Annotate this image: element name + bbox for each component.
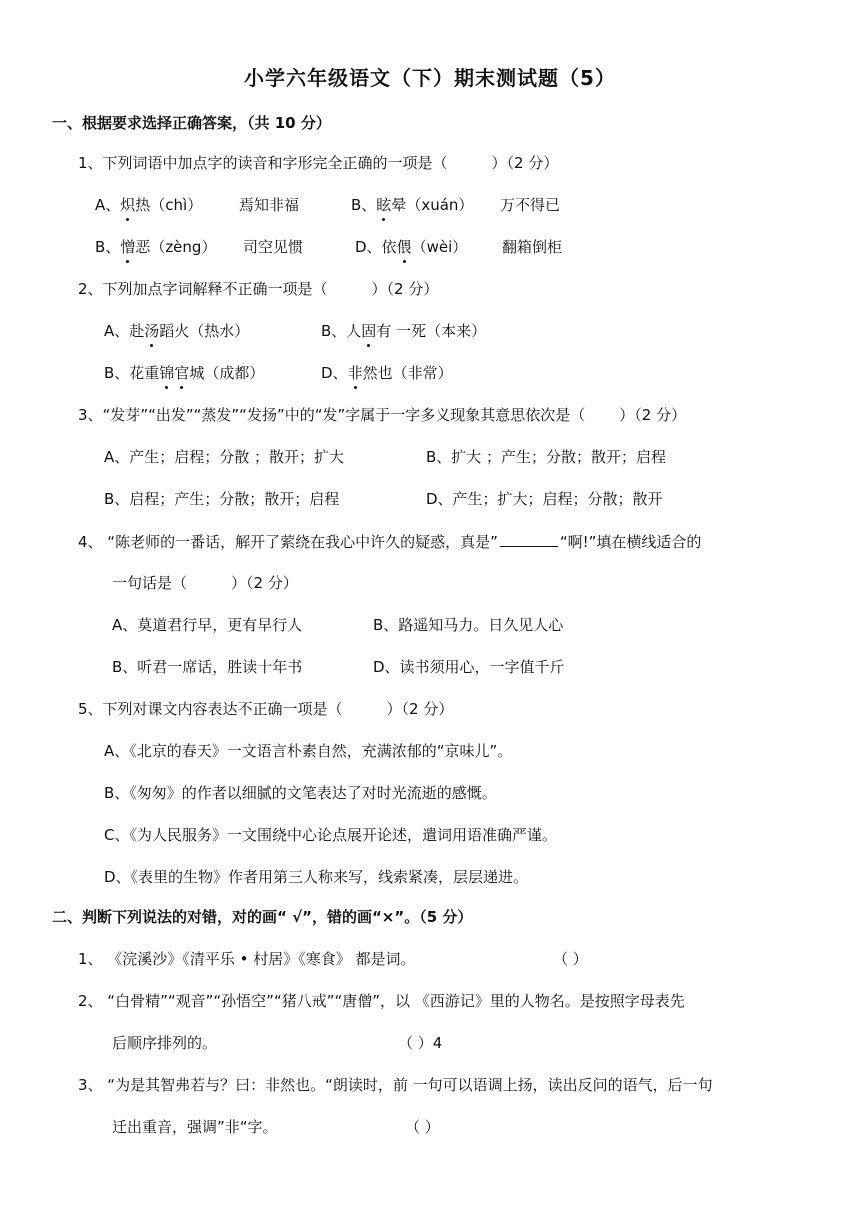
q1-option-d2: 翻箱倒柜 (502, 238, 563, 256)
s2-item3-paren: （ ） (405, 1118, 440, 1136)
s2-item2-line2: 后顺序排列的。 (112, 1034, 218, 1052)
q2-c-prefix: B、花重 (104, 364, 160, 382)
s2-item1: 1、 《浣溪沙》《清平乐 • 村居》《寒食》 都是词。 (78, 950, 416, 968)
section2-heading: 二、判断下列说法的对错，对的画“ √”，错的画“×”。（5 分） (52, 908, 473, 926)
q5-stem-post: ）（2 分） (386, 700, 454, 718)
q1-option-a (95, 194, 202, 216)
q1-stem (78, 152, 558, 174)
q4-option-d: D、读书须用心，一字值千斤 (373, 658, 565, 676)
q4-stem-pre: 4、 “陈老师的一番话，解开了萦绕在我心中许久的疑惑，真是” (78, 533, 498, 551)
q5-option-a: A、《北京的春天》一文语言朴素自然，充满浓郁的“京味儿”。 (104, 742, 513, 760)
q3-stem-post: ）（2 分） (619, 406, 687, 424)
q2-b-text: 有 一死（本来） (376, 322, 487, 340)
q3-stem-text: 3、“发芽”“出发”“蒸发”“发扬”中的“发”字属于一字多义现象其意思依次是（ (78, 406, 586, 424)
section1-heading: 一、根据要求选择正确答案，（共 10 分） (52, 114, 331, 132)
q5-option-c: C、《为人民服务》一文围绕中心论点展开论述，遣词用语准确严谨。 (104, 826, 557, 844)
q1-option-c2: 司空见惯 (243, 238, 304, 256)
exam-title: 小学六年级语文（下）期末测试题（5） (244, 66, 616, 90)
s2-item3-line2: 迁出重音，强调”非“字。 (112, 1118, 278, 1136)
q2-d-prefix: D、 (321, 364, 348, 382)
q1-option-c (95, 236, 216, 258)
q2-b-dotted-char: 固 (361, 322, 377, 340)
q1-a-dotted-char: 炽 (120, 196, 136, 214)
q1-option-b (351, 194, 473, 216)
q4-stem-line2-pre: 一句话是（ (112, 574, 188, 592)
q2-c-text: 城（成都） (189, 364, 265, 382)
q2-stem (78, 278, 438, 300)
q4-stem-line2-post: ）（2 分） (231, 574, 298, 592)
q2-stem-pre: 2、下列加点字词解释不正确一项是（ (78, 280, 328, 298)
q2-option-b (321, 320, 486, 342)
q2-c-dotted-char-1: 锦 (159, 364, 175, 382)
q1-b-dotted-char: 眩 (376, 196, 392, 214)
s2-item2-paren: （ ）4 (398, 1034, 443, 1052)
q3-option-c: B、启程；产生；分散；散开；启程 (104, 490, 340, 508)
q2-a-dotted-char: 汤 (144, 322, 160, 340)
q1-b-text: 晕（xuán） (391, 196, 474, 214)
q2-option-a (104, 320, 249, 342)
q3-option-a: A、产生；启程；分散 ；散开；扩大 (104, 448, 345, 466)
q2-a-text: 蹈火（热水） (159, 322, 250, 340)
q5-option-d: D、《表里的生物》作者用第三人称来写，线索紧凑，层层递进。 (104, 868, 529, 886)
q2-c-dotted-char-2: 官 (174, 364, 190, 382)
s2-item1-paren: （ ） (553, 950, 588, 968)
q5-option-b: B、《匆匆》的作者以细腻的文笔表达了对时光流逝的感慨。 (104, 784, 497, 802)
q2-option-d (321, 362, 453, 384)
q2-option-c (104, 362, 264, 384)
q5-stem (78, 698, 453, 720)
q1-option-a2: 焉知非福 (239, 196, 300, 214)
q2-stem-post: ）（2 分） (371, 280, 439, 298)
q1-c-prefix: B、 (95, 238, 121, 256)
q1-c-dotted-char: 憎 (120, 238, 136, 256)
q2-d-dotted-char: 非 (347, 364, 363, 382)
q3-option-d: D、产生；扩大；启程；分散；散开 (426, 490, 663, 508)
q1-a-text: 热（chì） (135, 196, 203, 214)
q1-a-prefix: A、 (95, 196, 121, 214)
s2-item3-line1: 3、 “为是其智弗若与？曰：非然也。“朗读时，前 一句可以语调上扬，读出反问的语气，后一句 (78, 1076, 713, 1094)
q4-option-b: B、路遥知马力。日久见人心 (373, 616, 564, 634)
q1-stem-post: ）（2 分） (491, 154, 559, 172)
q1-option-d (355, 236, 467, 258)
q3-stem (78, 404, 686, 426)
q1-stem-pre: 1、下列词语中加点字的读音和字形完全正确的一项是（ (78, 154, 448, 172)
q2-b-prefix: B、人 (321, 322, 362, 340)
q1-c-text: 恶（zèng） (135, 238, 217, 256)
q4-stem-line2 (112, 572, 298, 594)
q1-d-text: （wèi） (411, 238, 468, 256)
q4-option-a: A、莫道君行早，更有早行人 (112, 616, 303, 634)
q3-option-b: B、扩大 ；产生；分散；散开；启程 (426, 448, 667, 466)
q1-d-prefix: D、依 (355, 238, 397, 256)
q1-d-dotted-char: 偎 (396, 238, 412, 256)
q2-d-text: 然也（非常） (362, 364, 453, 382)
q5-stem-pre: 5、下列对课文内容表达不正确一项是（ (78, 700, 343, 718)
q4-stem (78, 530, 701, 553)
q1-option-b2: 万不得已 (500, 196, 561, 214)
q4-option-c: B、听君一席话，胜读十年书 (112, 658, 303, 676)
q4-fill-blank (500, 530, 558, 547)
s2-item2-line1: 2、 “白骨精”“观音”“孙悟空”“猪八戒”“唐僧”，以 《西游记》里的人物名。是按照字母表先 (78, 992, 685, 1010)
q2-a-prefix: A、赴 (104, 322, 145, 340)
q1-b-prefix: B、 (351, 196, 377, 214)
q4-stem-post: “啊!”填在横线适合的 (559, 533, 702, 551)
